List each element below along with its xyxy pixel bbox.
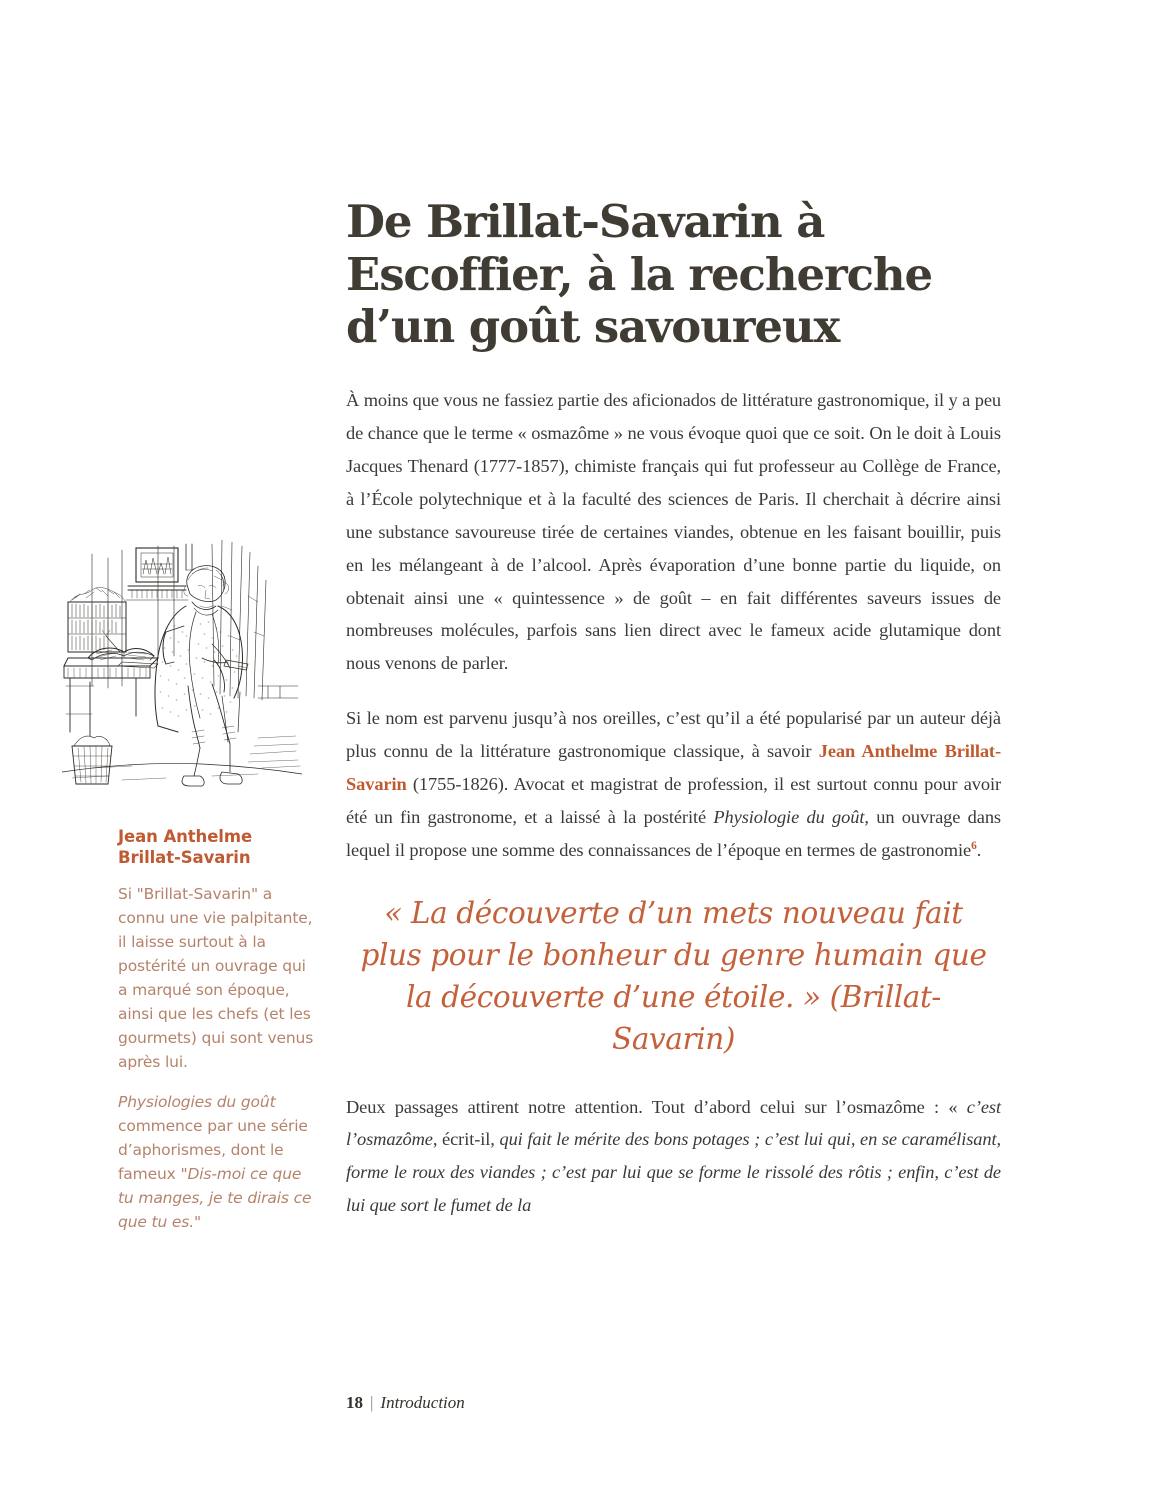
paragraph-3-italic-b: qui fait le mérite des bons potages ; c’est lui qui, en se caramélisant, forme le roux des viandes ; c’est par lui que se forme le rissolé des rôtis ; enfin, c’est de lui que sort le fumet de la — [346, 1129, 1002, 1216]
paragraph-3-text-a: Deux passages attirent notre attention. Tout d’abord celui sur l’osmazôme : « — [346, 1096, 967, 1117]
pull-quote: « La découverte d’un mets nouveau fait plus pour le bonheur du genre humain que la découverte d’une étoile. » (Brillat-Savarin) — [360, 896, 987, 1056]
sidebar — [62, 536, 314, 1234]
sidebar-paragraph-1: Si "Brillat-Savarin" a connu une vie palpitante, il laisse surtout à la postérité un ouvrage qui a marqué son époque, ainsi que les chefs (et les gourmets) qui sont venus après lui. — [118, 885, 314, 1072]
main-column — [346, 196, 1001, 1244]
body-paragraph-2 — [346, 702, 1001, 867]
sidebar-heading: Jean Anthelme Brillat-Savarin — [118, 827, 253, 868]
book-title-italic: Physiologie du goût — [713, 807, 865, 828]
paragraph-2-text-d: . — [976, 840, 982, 861]
body-paragraph-1: À moins que vous ne fassiez partie des aficionados de littérature gastronomique, il y a peu de chance que le terme « osmazôme » ne vous évoque quoi que ce soit. On le doit à Louis Jacques Thenard (1777-1857), chimiste français qui fut professeur au Collège de France, à l’École polytechnique et à la faculté des sciences de Paris. Il cherchait à décrire ainsi une substance savoureuse tirée de certaines viandes, obtenue en les faisant bouillir, puis en les mélangeant à de l’alcool. Après évaporation d’une bonne partie du liquide, on obtenait ainsi une « quintessence » de goût – en fait différentes saveurs issues de nombreuses molécules, parfois sans lien direct avec le fameux acide glutamique dont nous venons de parler. — [346, 389, 1001, 674]
highlighted-author-name: Jean Anthelme Brillat-Savarin — [346, 741, 1001, 795]
footer-section-name: Introduction — [380, 1393, 465, 1412]
footnote-marker-6[interactable]: 6 — [971, 839, 977, 852]
footer-page-number: 18 — [346, 1393, 363, 1412]
paragraph-3-text-b: , écrit-il, — [432, 1129, 500, 1150]
paragraph-2-text-b: (1755-1826). Avocat et magistrat de profession, il est surtout connu pour avoir été un fin gastronome, et a laissé à la postérité — [346, 774, 1001, 828]
body-paragraph-3 — [346, 1091, 1001, 1223]
sidebar-italic-quote: "Dis-moi ce que tu manges, je te dirais ce que tu es." — [118, 1165, 312, 1232]
page-footer — [346, 1393, 465, 1413]
footer-separator: | — [370, 1393, 374, 1412]
brillat-savarin-engraving — [62, 536, 302, 788]
sidebar-paragraph-2 — [118, 1090, 314, 1234]
sidebar-text-normal: commence par une série d’aphorismes, dont le fameux — [118, 1117, 308, 1184]
page-title: De Brillat-Savarin à Escoffier, à la recherche d’un goût savoureux — [346, 195, 933, 354]
paragraph-3-italic-a: c’est l’osmazôme — [346, 1096, 1001, 1150]
sidebar-italic-title: Physiologies du goût — [118, 1093, 276, 1112]
paragraph-2-text-c: , un ouvrage dans lequel il propose une somme des connaissances de l’époque en termes de gastronomie — [346, 807, 1001, 861]
sidebar-body — [118, 882, 314, 1234]
paragraph-2-text-a: Si le nom est parvenu jusqu’à nos oreilles, c’est qu’il a été popularisé par un auteur déjà plus connu de la littérature gastronomique classique, à savoir — [346, 708, 1001, 762]
sidebar-caption — [118, 826, 314, 1234]
